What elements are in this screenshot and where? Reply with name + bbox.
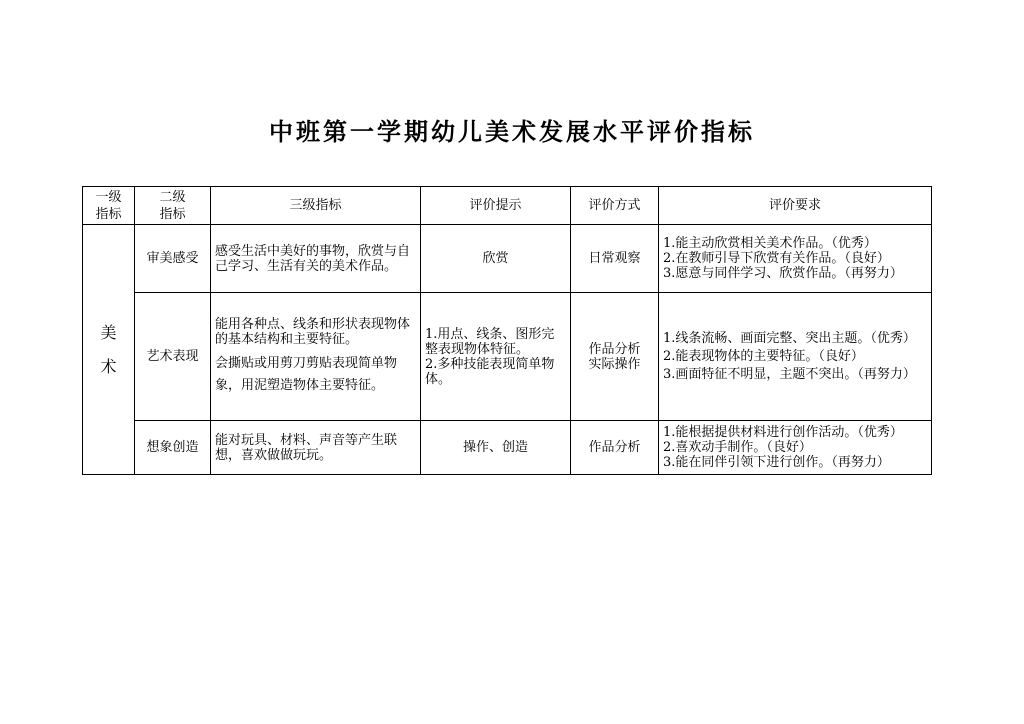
level1-cell xyxy=(83,225,135,475)
level3-cell xyxy=(211,225,421,293)
header-method: 评价方式 xyxy=(571,187,659,225)
table-row xyxy=(83,293,932,421)
requirement-line: 1.线条流畅、画面完整、突出主题。（优秀） xyxy=(663,330,916,346)
method-text: 作品分析 xyxy=(588,341,641,357)
evaluation-table xyxy=(82,186,932,475)
level3-text: 感受生活中美好的事物，欣赏与自己学习、生活有关的美术作品。 xyxy=(215,243,411,274)
level3-text: 会撕贴或用剪刀剪贴表现简单物象，用泥塑造物体主要特征。 xyxy=(215,355,398,393)
method-cell xyxy=(571,225,659,293)
hint-text: 欣赏 xyxy=(482,251,509,266)
method-cell xyxy=(571,421,659,475)
table-row xyxy=(83,421,932,475)
header-level2 xyxy=(135,187,211,225)
requirement-line: 1.能根据提供材料进行创作活动。（优秀） xyxy=(663,425,903,440)
requirement-line: 1.能主动欣赏相关美术作品。（优秀） xyxy=(663,236,877,251)
header-hint: 评价提示 xyxy=(421,187,571,225)
requirement-cell xyxy=(659,421,932,475)
header-level1-line: 一级 xyxy=(95,189,122,205)
requirement-cell xyxy=(659,225,932,293)
level1-char: 美 xyxy=(100,322,117,342)
header-row xyxy=(83,187,932,225)
method-text: 作品分析 xyxy=(588,440,641,455)
table-row xyxy=(83,225,932,293)
requirement-cell xyxy=(659,293,932,421)
header-requirement: 评价要求 xyxy=(659,187,932,225)
hint-text: 1.用点、线条、图形完整表现物体特征。 xyxy=(425,326,555,357)
level3-text: 能对玩具、材料、声音等产生联想，喜欢做做玩玩。 xyxy=(215,432,398,463)
requirement-line: 2.能表现物体的主要特征。（良好） xyxy=(663,348,864,364)
level1-char: 术 xyxy=(100,356,117,376)
level2-cell: 想象创造 xyxy=(135,421,211,475)
page-title: 中班第一学期幼儿美术发展水平评价指标 xyxy=(269,118,755,146)
method-cell xyxy=(571,293,659,421)
header-level3: 三级指标 xyxy=(211,187,421,225)
requirement-line: 3.能在同伴引领下进行创作。（再努力） xyxy=(663,455,890,470)
method-text: 实际操作 xyxy=(588,356,641,372)
level2-cell: 艺术表现 xyxy=(135,293,211,421)
hint-text: 2.多种技能表现简单物体。 xyxy=(425,356,555,387)
requirement-line: 3.画面特征不明显，主题不突出。（再努力） xyxy=(663,366,916,382)
header-level1-line: 指标 xyxy=(95,206,122,222)
hint-cell xyxy=(421,293,571,421)
header-level1 xyxy=(83,187,135,225)
hint-text: 操作、创造 xyxy=(462,440,528,455)
header-level2-line: 二级 xyxy=(159,189,186,205)
hint-cell xyxy=(421,421,571,475)
requirement-line: 3.愿意与同伴学习、欣赏作品。（再努力） xyxy=(663,266,903,281)
requirement-line: 2.在教师引导下欣赏有关作品。（良好） xyxy=(663,251,890,266)
method-text: 日常观察 xyxy=(588,251,641,266)
requirement-line: 2.喜欢动手制作。（良好） xyxy=(663,440,812,455)
level3-cell xyxy=(211,421,421,475)
level3-cell xyxy=(211,293,421,421)
level2-cell: 审美感受 xyxy=(135,225,211,293)
hint-cell xyxy=(421,225,571,293)
level3-text: 能用各种点、线条和形状表现物体的基本结构和主要特征。 xyxy=(215,316,411,347)
header-level2-line: 指标 xyxy=(159,206,186,222)
